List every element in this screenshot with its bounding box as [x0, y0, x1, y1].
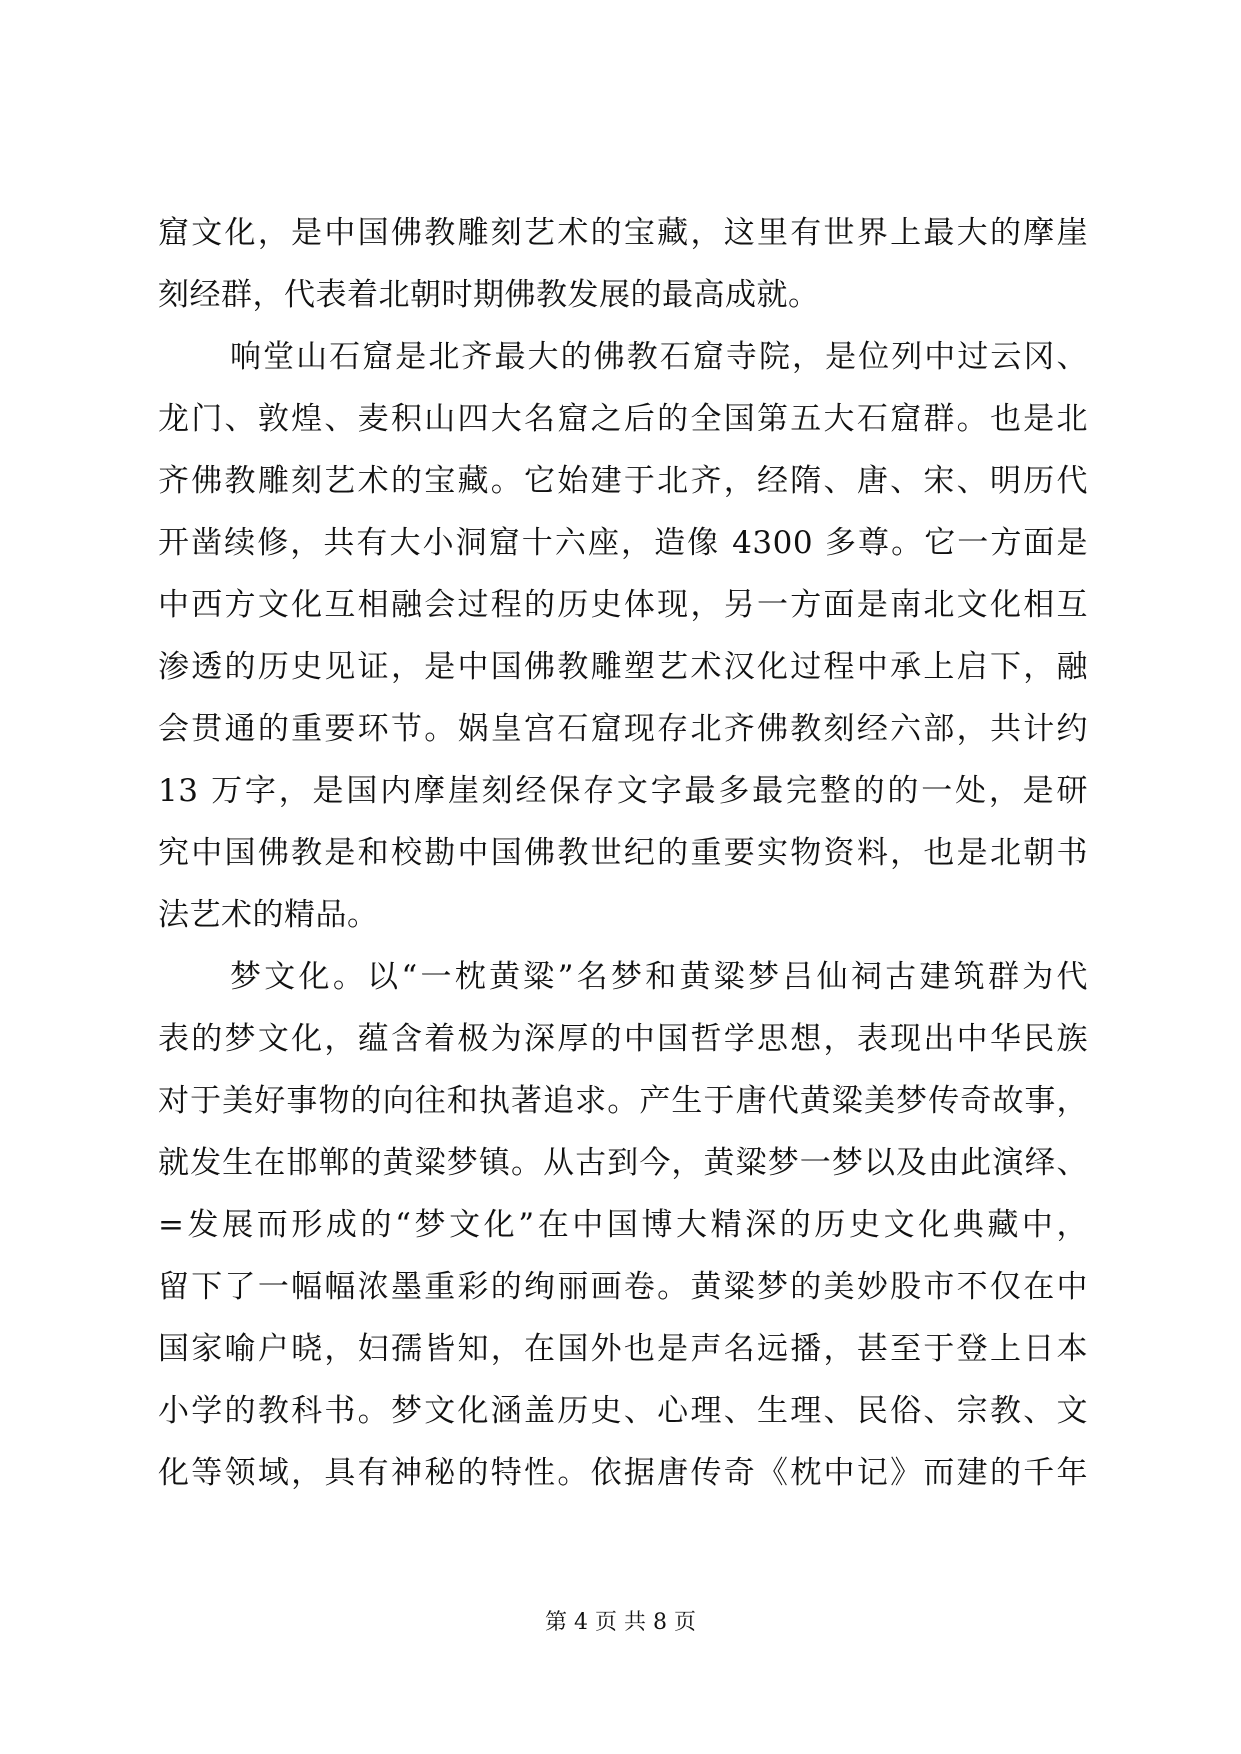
text-line: 表的梦文化，蕴含着极为深厚的中国哲学思想，表现出中华民族	[158, 1021, 1088, 1057]
text-line: 化等领域，具有神秘的特性。依据唐传奇《枕中记》而建的千年	[158, 1455, 1088, 1491]
text-line: 究中国佛教是和校勘中国佛教世纪的重要实物资料，也是北朝书	[158, 835, 1088, 871]
text-line: 国家喻户晓，妇孺皆知，在国外也是声名远播，甚至于登上日本	[158, 1331, 1088, 1367]
text-line: 13 万字，是国内摩崖刻经保存文字最多最完整的的一处，是研	[158, 773, 1088, 809]
text-line: 会贯通的重要环节。娲皇宫石窟现存北齐佛教刻经六部，共计约	[158, 711, 1088, 747]
text-line: 对于美好事物的向往和执著追求。产生于唐代黄粱美梦传奇故事，	[158, 1083, 1088, 1119]
text-line: =发展而形成的“梦文化”在中国博大精深的历史文化典藏中，	[158, 1207, 1088, 1243]
text-line: 开凿续修，共有大小洞窟十六座，造像 4300 多尊。它一方面是	[158, 525, 1088, 561]
page-number-label: 第 4 页 共 8 页	[545, 1610, 696, 1635]
text-line: 渗透的历史见证，是中国佛教雕塑艺术汉化过程中承上启下，融	[158, 649, 1088, 685]
text-line: 小学的教科书。梦文化涵盖历史、心理、生理、民俗、宗教、文	[158, 1393, 1088, 1429]
text-line: 法艺术的精品。	[158, 897, 379, 933]
page-footer	[0, 1608, 1241, 1638]
text-line: 刻经群，代表着北朝时期佛教发展的最高成就。	[158, 277, 820, 313]
text-line: 响堂山石窟是北齐最大的佛教石窟寺院，是位列中过云冈、	[230, 339, 1088, 375]
text-line: 龙门、敦煌、麦积山四大名窟之后的全国第五大石窟群。也是北	[158, 401, 1088, 437]
text-line: 窟文化，是中国佛教雕刻艺术的宝藏，这里有世界上最大的摩崖	[158, 215, 1088, 251]
text-line: 齐佛教雕刻艺术的宝藏。它始建于北齐，经隋、唐、宋、明历代	[158, 463, 1088, 499]
text-line: 梦文化。以“一枕黄粱”名梦和黄粱梦吕仙祠古建筑群为代	[230, 959, 1088, 995]
text-line: 留下了一幅幅浓墨重彩的绚丽画卷。黄粱梦的美妙股市不仅在中	[158, 1269, 1088, 1305]
document-body	[158, 202, 1088, 1504]
text-line: 中西方文化互相融会过程的历史体现，另一方面是南北文化相互	[158, 587, 1088, 623]
text-line: 就发生在邯郸的黄粱梦镇。从古到今，黄粱梦一梦以及由此演绎、	[158, 1145, 1088, 1181]
